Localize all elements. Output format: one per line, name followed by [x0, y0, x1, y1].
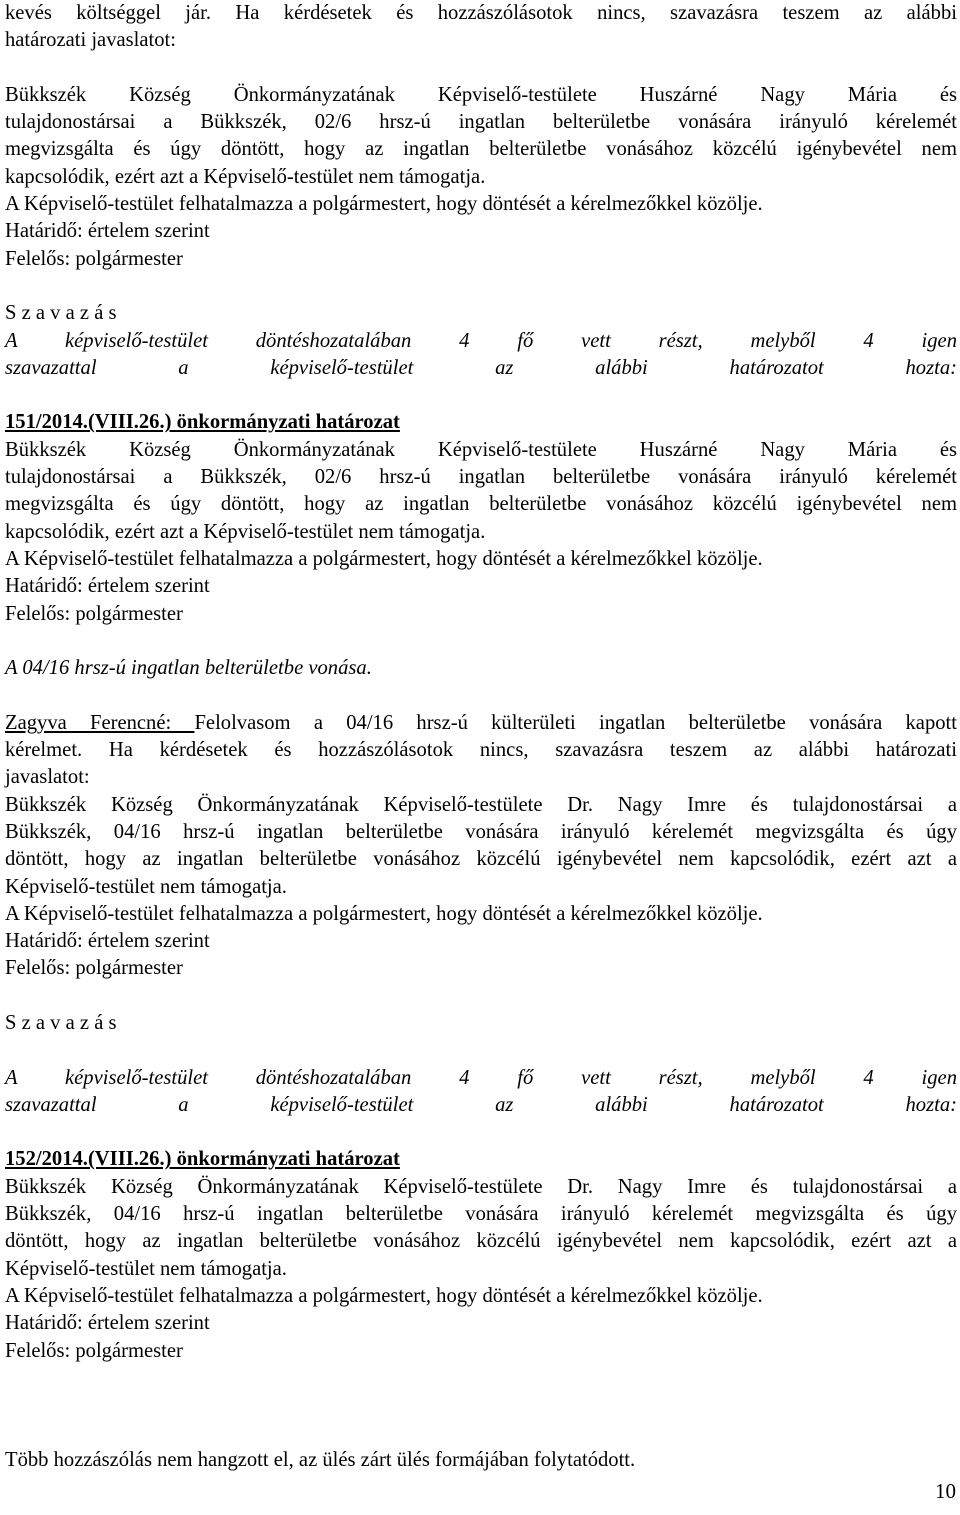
proposal-line: Bükkszék Község Önkormányzatának Képviselő-testülete Huszárné Nagy Mária és [5, 83, 957, 106]
speech-line: javaslatot: [5, 766, 90, 789]
proposal-line: Bükkszék, 04/16 hrsz-ú ingatlan belterületbe vonására irányuló kérelemét megvizsgálta és úgy [5, 820, 957, 843]
speech-text: Felolvasom a 04/16 hrsz-ú külterületi ingatlan belterületbe vonására kapott [194, 711, 957, 734]
resolution-line: kapcsolódik, ezért azt a Képviselő-testület nem támogatja. [5, 520, 486, 543]
agenda-topic: A 04/16 hrsz-ú ingatlan belterületbe vonása. [5, 657, 372, 680]
authorization-line: A Képviselő-testület felhatalmazza a polgármestert, hogy döntését a kérelmezőkkel közölje. [5, 902, 763, 925]
resolution-line: Bükkszék, 04/16 hrsz-ú ingatlan belterületbe vonására irányuló kérelemét megvizsgálta és úgy [5, 1203, 957, 1226]
deadline-line: Határidő: értelem szerint [5, 575, 210, 598]
intro-line: határozati javaslatot: [5, 29, 176, 52]
authorization-line: A Képviselő-testület felhatalmazza a polgármestert, hogy döntését a kérelmezőkkel közölje. [5, 1284, 763, 1307]
responsible-line: Felelős: polgármester [5, 247, 183, 270]
authorization-line: A Képviselő-testület felhatalmazza a polgármestert, hogy döntését a kérelmezőkkel közölje. [5, 193, 763, 216]
deadline-line: Határidő: értelem szerint [5, 930, 210, 953]
resolution-line: Képviselő-testület nem támogatja. [5, 1257, 287, 1280]
resolution-number: 151/2014.(VIII.26.) önkormányzati határozat [5, 411, 400, 434]
vote-heading: S z a v a z á s [5, 302, 117, 325]
proposal-line: kapcsolódik, ezért azt a Képviselő-testület nem támogatja. [5, 165, 486, 188]
vote-statement-line: szavazattal a képviselő-testület az alábbi határozatot hozta: [5, 356, 957, 379]
deadline-line: Határidő: értelem szerint [5, 220, 210, 243]
proposal-line: döntött, hogy az ingatlan belterületbe vonásához közcélú igénybevétel nem kapcsolódik, ezért azt a [5, 848, 957, 871]
resolution-line: Bükkszék Község Önkormányzatának Képviselő-testülete Dr. Nagy Imre és tulajdonostársai a [5, 1175, 957, 1198]
responsible-line: Felelős: polgármester [5, 602, 183, 625]
authorization-line: A Képviselő-testület felhatalmazza a polgármestert, hogy döntését a kérelmezőkkel közölje. [5, 547, 763, 570]
speaker-name: Zagyva Ferencné: [5, 711, 195, 734]
proposal-line: Képviselő-testület nem támogatja. [5, 875, 287, 898]
proposal-line: megvizsgálta és úgy döntött, hogy az ingatlan belterületbe vonásához közcélú igénybevétel nem [5, 138, 957, 161]
resolution-number: 152/2014.(VIII.26.) önkormányzati határozat [5, 1148, 400, 1171]
proposal-line: Bükkszék Község Önkormányzatának Képviselő-testülete Dr. Nagy Imre és tulajdonostársai a [5, 793, 957, 816]
resolution-line: döntött, hogy az ingatlan belterületbe vonásához közcélú igénybevétel nem kapcsolódik, ezért azt a [5, 1230, 957, 1253]
closing-line: Több hozzászólás nem hangzott el, az ülés zárt ülés formájában folytatódott. [5, 1448, 636, 1471]
speech-line: kérelmet. Ha kérdésetek és hozzászólásotok nincs, szavazásra teszem az alábbi határozati [5, 739, 957, 762]
vote-statement-line: A képviselő-testület döntéshozatalában 4 fő vett részt, melyből 4 igen [5, 1066, 957, 1089]
resolution-line: tulajdonostársai a Bükkszék, 02/6 hrsz-ú ingatlan belterületbe vonására irányuló kérelemét [5, 466, 957, 489]
speech-line [5, 710, 957, 737]
intro-line: kevés költséggel jár. Ha kérdésetek és hozzászólásotok nincs, szavazásra teszem az alábbi [5, 2, 957, 24]
responsible-line: Felelős: polgármester [5, 957, 183, 980]
resolution-line: megvizsgálta és úgy döntött, hogy az ingatlan belterületbe vonásához közcélú igénybevétel nem [5, 493, 957, 516]
proposal-line: tulajdonostársai a Bükkszék, 02/6 hrsz-ú ingatlan belterületbe vonására irányuló kérelemét [5, 111, 957, 134]
document-page [5, 0, 957, 1474]
vote-heading: S z a v a z á s [5, 1011, 117, 1034]
resolution-line: Bükkszék Község Önkormányzatának Képviselő-testülete Huszárné Nagy Mária és [5, 438, 957, 461]
page-number: 10 [935, 1479, 956, 1503]
responsible-line: Felelős: polgármester [5, 1339, 183, 1362]
vote-statement-line: A képviselő-testület döntéshozatalában 4 fő vett részt, melyből 4 igen [5, 329, 957, 352]
deadline-line: Határidő: értelem szerint [5, 1312, 210, 1335]
vote-statement-line: szavazattal a képviselő-testület az alábbi határozatot hozta: [5, 1093, 957, 1116]
